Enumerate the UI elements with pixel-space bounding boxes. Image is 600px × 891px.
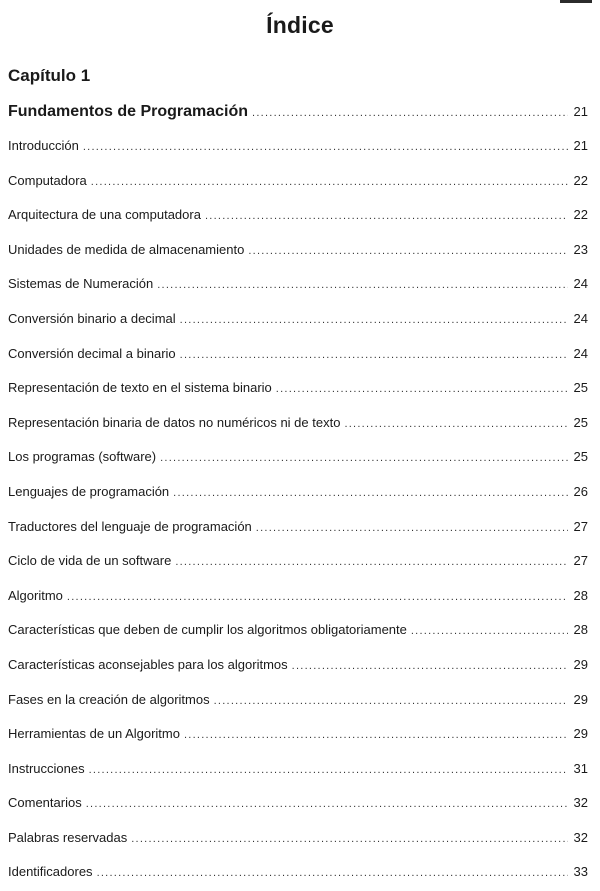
toc-entry[interactable] — [8, 129, 588, 164]
toc-entry-page: 25 — [573, 449, 588, 465]
chapter-heading-row[interactable] — [8, 95, 588, 129]
toc-entry-title: Instrucciones — [8, 760, 85, 776]
dot-leader — [91, 165, 568, 200]
toc-entry-title: Fases en la creación de algoritmos — [8, 691, 210, 707]
toc-entry-title: Sistemas de Numeración — [8, 276, 154, 292]
dot-leader — [97, 856, 568, 891]
toc-entry-title: Palabras reservadas — [8, 829, 128, 845]
toc-entry-page: 23 — [573, 241, 588, 257]
toc-entry-page: 32 — [573, 795, 588, 811]
toc-entry-title: Traductores del lenguaje de programación — [8, 518, 252, 534]
dot-leader — [292, 649, 568, 684]
toc-entry[interactable] — [8, 648, 588, 683]
toc-entry-title: Computadora — [8, 172, 87, 188]
toc-entry-page: 31 — [573, 760, 588, 776]
toc-entry-page: 32 — [573, 829, 588, 845]
toc-entry-page: 25 — [573, 414, 588, 430]
toc-entry[interactable] — [8, 164, 588, 199]
toc-entry-page: 28 — [573, 622, 588, 638]
toc-entry[interactable] — [8, 786, 588, 821]
toc-entry[interactable] — [8, 510, 588, 545]
chapter-heading-title: Fundamentos de Programación — [8, 103, 249, 120]
toc-entry[interactable] — [8, 821, 588, 856]
toc-entry-page: 24 — [573, 345, 588, 361]
toc-entry-title: Representación de texto en el sistema binario — [8, 380, 272, 396]
chapter-heading-page: 21 — [573, 104, 588, 119]
toc-entry[interactable] — [8, 406, 588, 441]
toc-entry-title: Introducción — [8, 138, 79, 153]
dot-leader — [411, 614, 568, 649]
toc-entry-page: 24 — [573, 310, 588, 326]
toc-entry[interactable] — [8, 233, 588, 268]
toc-entry-title: Ciclo de vida de un software — [8, 553, 172, 569]
dot-leader — [86, 787, 568, 822]
toc-entry-title: Lenguajes de programación — [8, 483, 170, 499]
toc-entry-page: 33 — [573, 864, 588, 880]
toc-entry[interactable] — [8, 717, 588, 752]
toc-entries — [8, 129, 588, 890]
toc-entry[interactable] — [8, 267, 588, 302]
dot-leader — [131, 822, 567, 857]
toc-entry[interactable] — [8, 855, 588, 890]
toc-entry-title: Conversión binario a decimal — [8, 310, 176, 326]
toc-entry-title: Comentarios — [8, 795, 82, 811]
corner-mark — [560, 0, 592, 3]
toc-entry-page: 29 — [573, 726, 588, 742]
page-title: Índice — [266, 12, 334, 38]
dot-leader — [276, 372, 568, 407]
toc-entry-title: Representación binaria de datos no numéricos ni de texto — [8, 414, 341, 430]
toc-entry-title: Características que deben de cumplir los algoritmos obligatoriamente — [8, 622, 407, 638]
dot-leader — [67, 580, 568, 615]
dot-leader — [173, 476, 567, 511]
dot-leader — [248, 234, 567, 269]
dot-leader — [256, 511, 568, 546]
toc-entry-title: Unidades de medida de almacenamiento — [8, 241, 245, 257]
toc-entry-page: 29 — [573, 691, 588, 707]
toc-entry-title: Conversión decimal a binario — [8, 345, 176, 361]
toc-entry[interactable] — [8, 752, 588, 787]
toc-entry[interactable] — [8, 475, 588, 510]
dot-leader — [83, 130, 568, 165]
toc-entry-title: Los programas (software) — [8, 449, 157, 465]
dot-leader — [214, 684, 568, 719]
toc-entry-title: Herramientas de un Algoritmo — [8, 726, 180, 742]
toc-entry-page: 27 — [573, 553, 588, 569]
toc-entry[interactable] — [8, 683, 588, 718]
dot-leader — [252, 96, 567, 130]
chapter-label: Capítulo 1 — [8, 66, 91, 85]
toc-entry-page: 28 — [573, 587, 588, 603]
toc-entry-page: 29 — [573, 656, 588, 672]
toc-entry-title: Arquitectura de una computadora — [8, 207, 201, 223]
toc-entry[interactable] — [8, 371, 588, 406]
dot-leader — [175, 545, 567, 580]
toc-entry-page: 26 — [573, 483, 588, 499]
dot-leader — [157, 268, 567, 303]
toc-entry-page: 22 — [573, 172, 588, 188]
toc-entry[interactable] — [8, 613, 588, 648]
toc-entry-page: 24 — [573, 276, 588, 292]
dot-leader — [180, 303, 568, 338]
table-of-contents — [8, 95, 588, 890]
toc-entry-title: Algoritmo — [8, 587, 63, 603]
dot-leader — [89, 753, 568, 788]
toc-entry[interactable] — [8, 440, 588, 475]
dot-leader — [184, 718, 568, 753]
toc-entry-page: 22 — [573, 207, 588, 223]
toc-entry-page: 25 — [573, 380, 588, 396]
dot-leader — [180, 338, 568, 373]
toc-entry-page: 21 — [573, 138, 588, 153]
dot-leader — [205, 199, 568, 234]
toc-entry[interactable] — [8, 579, 588, 614]
dot-leader — [344, 407, 567, 442]
toc-entry-title: Identificadores — [8, 864, 93, 880]
dot-leader — [160, 441, 567, 476]
toc-entry[interactable] — [8, 337, 588, 372]
toc-entry[interactable] — [8, 302, 588, 337]
toc-entry[interactable] — [8, 544, 588, 579]
toc-entry[interactable] — [8, 198, 588, 233]
toc-entry-title: Características aconsejables para los algoritmos — [8, 656, 288, 672]
toc-entry-page: 27 — [573, 518, 588, 534]
